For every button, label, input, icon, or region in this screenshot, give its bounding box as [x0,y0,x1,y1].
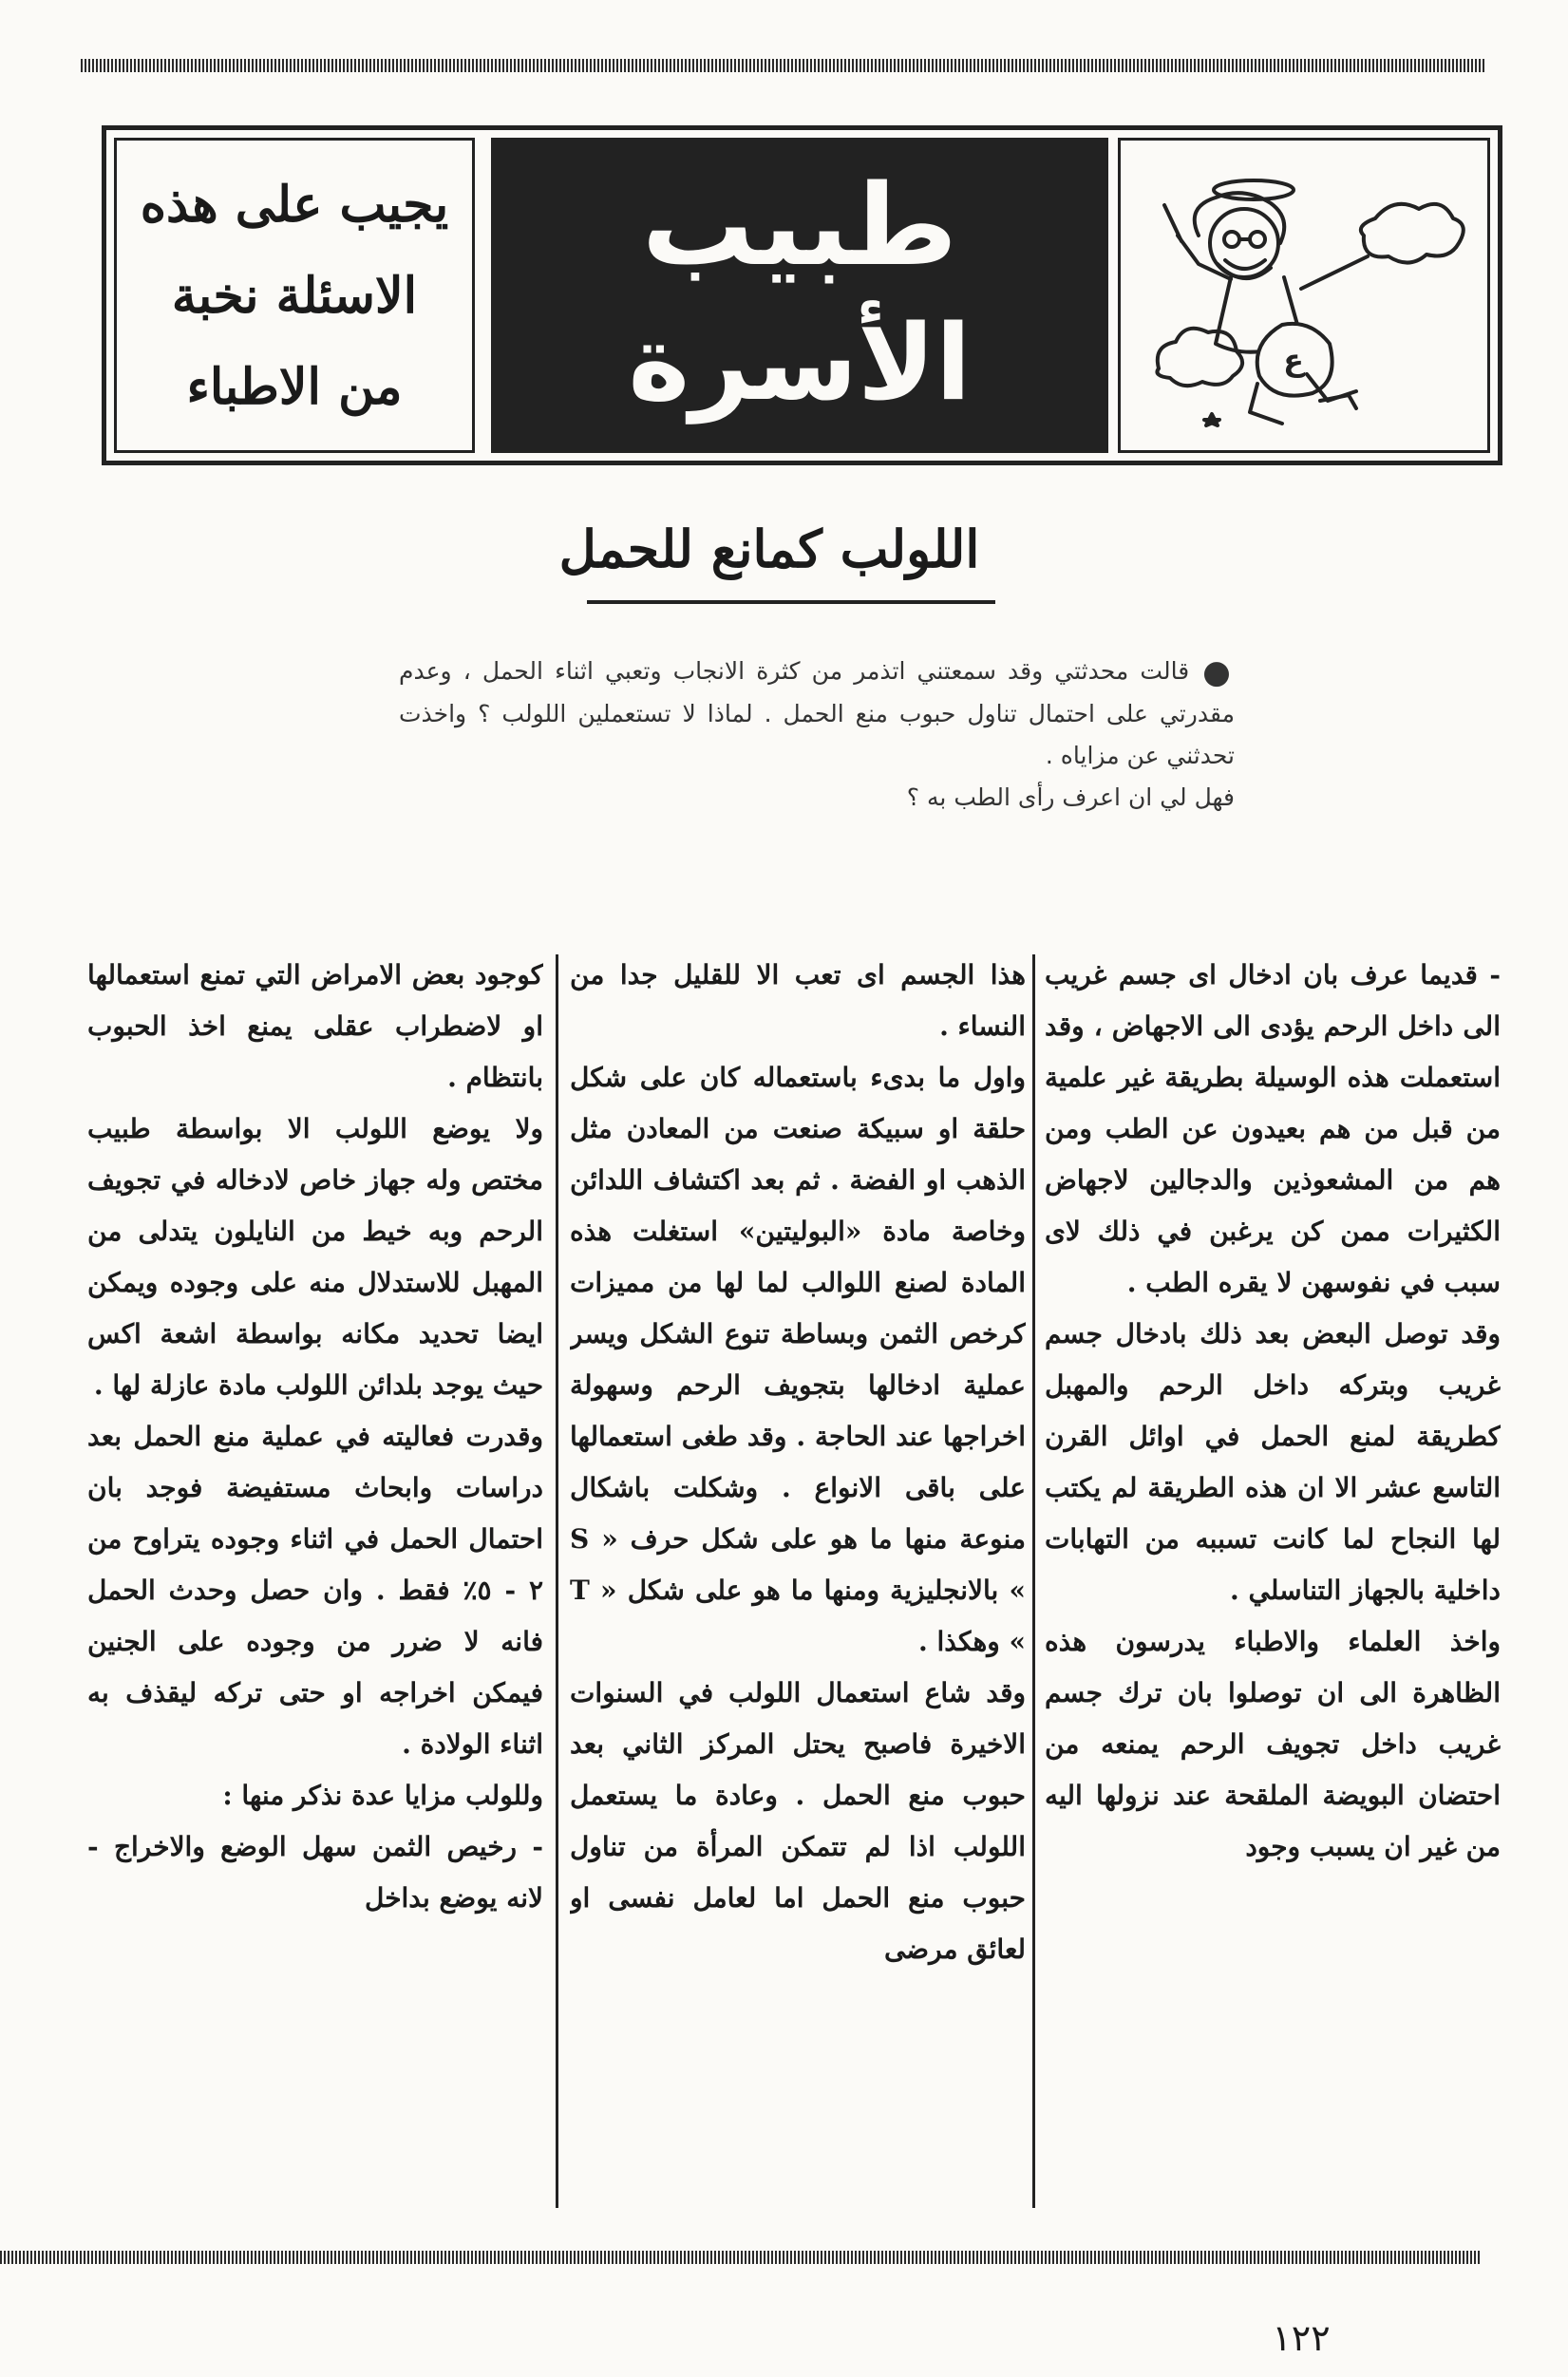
column-divider [556,954,558,2208]
top-barcode-rule [81,59,1486,72]
tagline [117,160,472,433]
column-paragraph: واخذ العلماء والاطباء يدرسون هذه الظاهرة الى ان توصلوا بان ترك جسم غريب داخل تجويف الرحم يمنعه من احتضان البويضة الملقحة عند نزولها اليه من غير ان يسبب وجود [1045,1626,1501,1862]
column-paragraph: وقدرت فعاليته في عملية منع الحمل بعد دراسات وابحاث مستفيضة فوجد بان احتمال الحمل في اثناء وجوده يتراوح من ٢ - ٥٪ فقط . وان حصل وحدث الحمل فانه لا ضرر من وجوده على الجنين فيمكن اخراجه او حتى تركه ليقذف به اثناء الولادة . [87,1421,543,1760]
article-column-3 [87,950,543,2222]
question-paragraph [399,651,1235,777]
reader-question [399,651,1235,819]
article-column-1 [1045,950,1501,2222]
column-paragraph: ولا يوضع اللولب الا بواسطة طبيب مختص وله جهاز خاص لادخاله في تجويف الرحم وبه خيط من النايلون يتدلى من المهبل للاستدلال منه على وجوده ويمكن ايضا تحديد مكانه بواسطة اشعة اكس حيث يوجد بلدائن اللولب مادة عازلة لها . [87,1113,543,1401]
bottom-barcode-rule [0,2251,1482,2264]
article-column-2 [570,950,1026,2222]
title-underline [587,600,995,604]
column-paragraph: هذا الجسم اى تعب الا للقليل جدا من النساء . [570,959,1026,1042]
bullet-icon: ● [1202,653,1235,691]
logo-panel [491,138,1108,453]
tagline-line-2: الاسئلة نخبة [171,267,418,325]
tagline-line-1: يجيب على هذه [140,176,449,234]
logo-line-2: الأسرة [628,302,972,424]
masthead [102,125,1502,465]
logo-line-1: طبيب [641,160,958,291]
column-paragraph: - قديما عرف بان ادخال اى جسم غريب الى داخل الرحم يؤدى الى الاجهاض ، وقد استعملت هذه الوسيلة بطريقة غير علمية من قبل من هم بعيدون عن الطب ومن هم من المشعوذين والدجالين لاجهاض الكثيرات ممن كن يرغبن في ذلك لاى سبب في نفوسهن لا يقره الطب . [1045,959,1501,1298]
column-divider [1032,954,1035,2208]
column-paragraph: وللولب مزايا عدة نذكر منها : [222,1780,543,1811]
mascot-panel [1118,138,1490,453]
tagline-panel [114,138,475,453]
column-paragraph: وقد شاع استعمال اللولب في السنوات الاخيرة فاصبح يحتل المركز الثاني بعد حبوب منع الحمل . وعادة ما يستعمل اللولب اذا لم تتمكن المرأة من تناول حبوب منع الحمل اما لعامل نفسى او لعائق مرضى [570,1677,1026,1965]
article-title: اللولب كمانع للحمل [558,519,980,579]
doctor-angel-mascot-icon [1140,150,1472,444]
question-paragraph: فهل لي ان اعرف رأى الطب به ؟ [906,783,1235,811]
question-text: قالت محدثتي وقد سمعتني اتذمر من كثرة الانجاب وتعبي اثناء الحمل ، وعدم مقدرتي على احتمال تناول حبوب منع الحمل . لماذا لا تستعملين اللولب ؟ واخذت تحدثني عن مزاياه . [399,657,1235,769]
column-paragraph: كوجود بعض الامراض التي تمنع استعمالها او لاضطراب عقلى يمنع اخذ الحبوب بانتظام . [87,959,543,1093]
mascot-bag-label: ع [1283,342,1304,378]
tagline-line-3: من الاطباء [186,358,403,416]
page-number: ١٢٢ [1272,2317,1331,2359]
column-paragraph: - رخيص الثمن سهل الوضع والاخراج - لانه يوضع بداخل [87,1831,543,1914]
column-paragraph: وقد توصل البعض بعد ذلك بادخال جسم غريب وبتركه داخل الرحم والمهبل كطريقة لمنع الحمل في اوائل القرن التاسع عشر الا ان هذه الطريقة لم يكتب لها النجاح لما كانت تسببه من التهابات داخلية بالجهاز التناسلي . [1045,1318,1501,1606]
column-paragraph: واول ما بدىء باستعماله كان على شكل حلقة او سبيكة صنعت من المعادن مثل الذهب او الفضة . ثم بعد اكتشاف اللدائن وخاصة مادة «البوليتين» استغلت هذه المادة لصنع اللوالب لما لها من مميزات كرخص الثمن وبساطة تنوع الشكل ويسر عملية ادخالها بتجويف الرحم وسهولة اخراجها عند الحاجة . وقد طغى استعمالها على باقى الانواع . وشكلت باشكال منوعة منها ما هو على شكل حرف « S » بالانجليزية ومنها ما هو على شكل « T » وهكذا . [570,1062,1026,1657]
